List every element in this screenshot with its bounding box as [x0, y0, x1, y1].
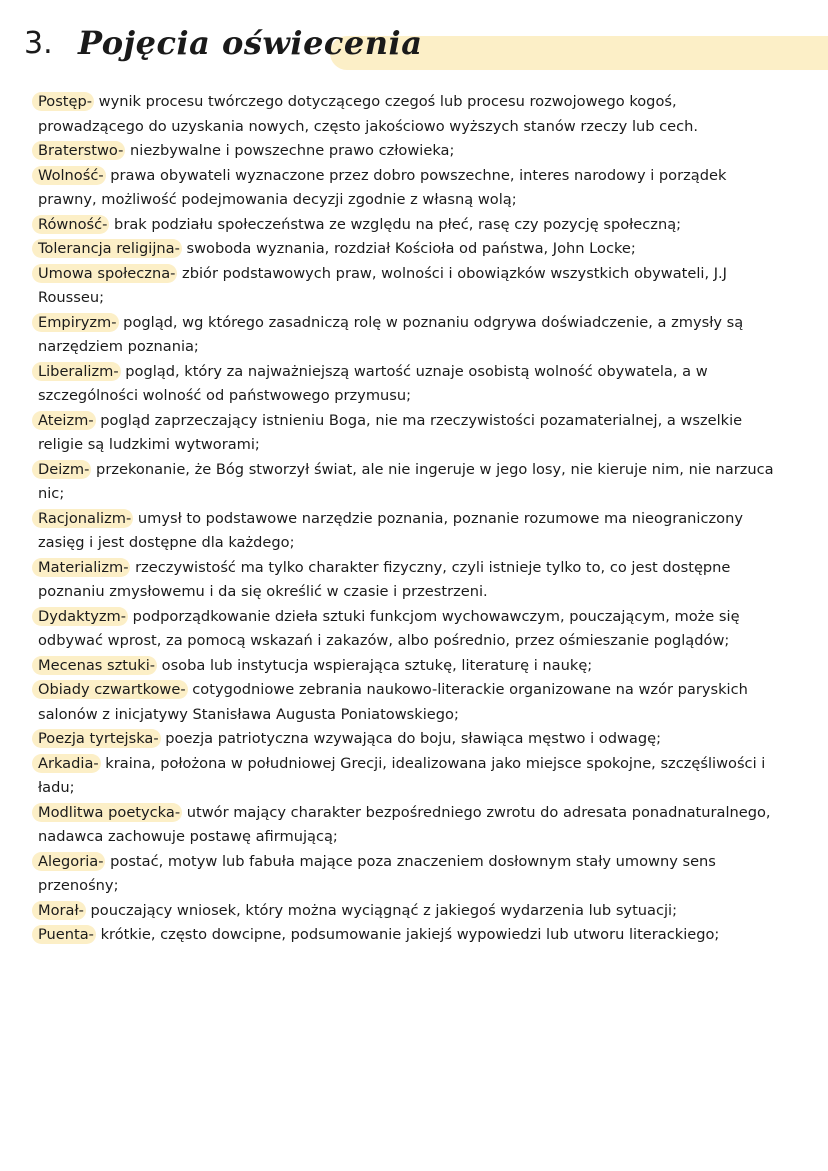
term-label: Poezja tyrtejska-: [32, 729, 161, 748]
term-definition: pouczający wniosek, który można wyciągnąć z jakiegoś wydarzenia lub sytuacji;: [85, 901, 678, 919]
term-definition: umysł to podstawowe narzędzie poznania, poznanie rozumowe ma nieograniczony zasięg i jest dostępne dla każdego;: [38, 509, 743, 551]
term-label: Tolerancja religijna-: [32, 239, 182, 258]
term-label: Obiady czwartkowe-: [32, 680, 188, 699]
list-item: [38, 801, 778, 850]
list-item: [38, 752, 778, 801]
term-label: Wolność-: [32, 166, 106, 185]
term-label: Empiryzm-: [32, 313, 119, 332]
term-definition: postać, motyw lub fabuła mające poza znaczeniem dosłownym stały umowny sens przenośny;: [38, 852, 716, 894]
term-label: Postęp-: [32, 92, 94, 111]
term-label: Materializm-: [32, 558, 130, 577]
page-title: Pojęcia oświecenia: [78, 24, 423, 62]
term-definition: pogląd zaprzeczający istnieniu Boga, nie ma rzeczywistości pozamaterialnej, a wszelkie religie są ludzkimi wytworami;: [38, 411, 743, 453]
term-definition: osoba lub instytucja wspierająca sztukę, literaturę i naukę;: [157, 656, 593, 674]
list-item: [38, 262, 778, 311]
page-header: [0, 26, 828, 78]
list-item: [38, 458, 778, 507]
list-item: [38, 654, 778, 679]
term-label: Dydaktyzm-: [32, 607, 128, 626]
term-definition: niezbywalne i powszechne prawo człowieka;: [125, 142, 455, 159]
term-label: Mecenas sztuki-: [32, 656, 157, 675]
term-label: Racjonalizm-: [32, 509, 133, 528]
list-item: [38, 850, 778, 899]
term-definition: brak podziału społeczeństwa ze względu na płeć, rasę czy pozycję społeczną;: [109, 215, 682, 233]
list-item: [38, 605, 778, 654]
term-definition: utwór mający charakter bezpośredniego zwrotu do adresata ponadnaturalnego, nadawca zachowuje postawę afirmującą;: [38, 803, 771, 845]
term-label: Umowa społeczna-: [32, 264, 177, 283]
term-definition: kraina, położona w południowej Grecji, idealizowana jako miejsce spokojne, szczęśliwości i ładu;: [38, 754, 766, 796]
term-definition: wynik procesu twórczego dotyczącego czegoś lub procesu rozwojowego kogoś, prowadzącego do uzyskania nowych, często jakościowo wyższych stanów rzeczy lub cech.: [38, 93, 699, 135]
term-label: Arkadia-: [32, 754, 101, 773]
term-label: Ateizm-: [32, 411, 96, 430]
term-definition: przekonanie, że Bóg stworzył świat, ale nie ingeruje w jego losy, nie kieruje nim, nie narzuca nic;: [38, 460, 774, 502]
term-definition: pogląd, wg którego zasadniczą rolę w poznaniu odgrywa doświadczenie, a zmysły są narzędziem poznania;: [38, 313, 744, 355]
list-item: [38, 727, 778, 752]
term-definition: cotygodniowe zebrania naukowo-literackie organizowane na wzór paryskich salonów z inicjatywy Stanisława Augusta Poniatowskiego;: [38, 681, 748, 723]
term-label: Braterstwo-: [32, 141, 125, 160]
list-item: [38, 311, 778, 360]
term-definition: poezja patriotyczna wzywająca do boju, sławiąca męstwo i odwagę;: [160, 730, 662, 747]
term-definition: swoboda wyznania, rozdział Kościoła od państwa, John Locke;: [181, 240, 636, 257]
list-item: [38, 556, 778, 605]
section-number: 3.: [24, 26, 53, 61]
term-definition: pogląd, który za najważniejszą wartość uznaje osobistą wolność obywatela, a w szczególności wolność od państwowego przymusu;: [38, 362, 708, 404]
term-definition: rzeczywistość ma tylko charakter fizyczny, czyli istnieje tylko to, co jest dostępne poznaniu zmysłowemu i da się określić w czasie i przestrzeni.: [38, 558, 731, 600]
definitions-list: [38, 90, 778, 948]
term-definition: podporządkowanie dzieła sztuki funkcjom wychowawczym, pouczającym, może się odbywać wprost, za pomocą wskazań i zakazów, albo pośrednio, przez ośmieszanie poglądów;: [38, 607, 740, 649]
list-item: [38, 237, 778, 262]
list-item: [38, 164, 778, 213]
term-label: Morał-: [32, 901, 86, 920]
term-definition: krótkie, często dowcipne, podsumowanie jakiejś wypowiedzi lub utworu literackiego;: [95, 926, 720, 943]
term-label: Równość-: [32, 215, 109, 234]
term-label: Puenta-: [32, 925, 96, 944]
term-label: Alegoria-: [32, 852, 105, 871]
list-item: [38, 90, 778, 139]
term-definition: prawa obywateli wyznaczone przez dobro powszechne, interes narodowy i porządek prawny, możliwość podejmowania decyzji zgodnie z własną wolą;: [38, 166, 727, 208]
list-item: [38, 409, 778, 458]
list-item: [38, 507, 778, 556]
list-item: [38, 678, 778, 727]
term-label: Deizm-: [32, 460, 91, 479]
term-definition: zbiór podstawowych praw, wolności i obowiązków wszystkich obywateli, J.J Rousseu;: [38, 264, 727, 306]
list-item: [38, 213, 778, 238]
term-label: Liberalizm-: [32, 362, 121, 381]
term-label: Modlitwa poetycka-: [32, 803, 182, 822]
list-item: [38, 899, 778, 924]
list-item: [38, 360, 778, 409]
list-item: [38, 139, 778, 164]
list-item: [38, 923, 778, 948]
